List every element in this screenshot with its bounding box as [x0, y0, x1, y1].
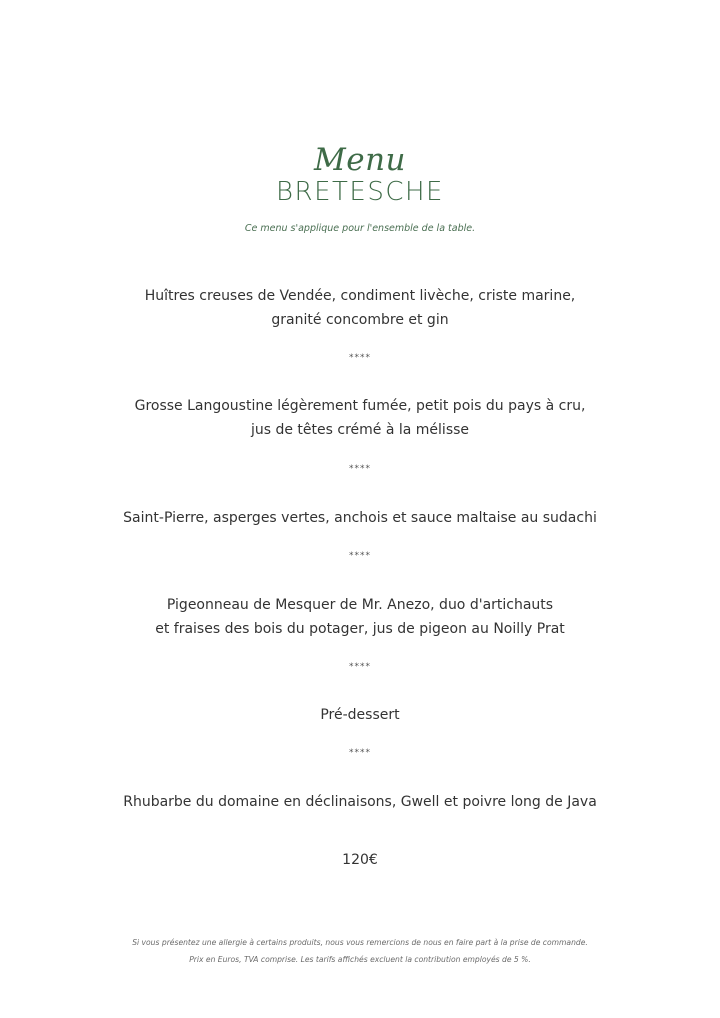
course-line: et fraises des bois du potager, jus de pigeon au Noilly Prat — [155, 621, 565, 637]
menu-script-title: Menu — [313, 142, 407, 178]
course-line: Huîtres creuses de Vendée, condiment livèche, criste marine, — [144, 288, 576, 304]
course-item — [0, 703, 720, 727]
course-separator: **** — [349, 748, 371, 758]
course-line: Grosse Langoustine légèrement fumée, petit pois du pays à cru, — [134, 398, 586, 414]
menu-name-title: BRETESCHE — [276, 177, 444, 207]
course-separator: **** — [349, 662, 371, 672]
menu-price: 120€ — [342, 852, 378, 868]
course-item — [0, 506, 720, 530]
footer-notes — [0, 934, 720, 968]
course-separator: **** — [349, 551, 371, 561]
course-item — [0, 790, 720, 814]
course-item — [0, 394, 720, 442]
course-item — [0, 593, 720, 641]
allergy-note: Si vous présentez une allergie à certains produits, nous vous remercions de nous en faire part à la prise de commande. — [132, 938, 588, 947]
course-line: Saint-Pierre, asperges vertes, anchois et sauce maltaise au sudachi — [123, 510, 597, 526]
course-line: jus de têtes crémé à la mélisse — [250, 422, 470, 438]
course-line: Rhubarbe du domaine en déclinaisons, Gwell et poivre long de Java — [123, 794, 597, 810]
course-line: Pré-dessert — [320, 707, 400, 723]
menu-subtitle: Ce menu s'applique pour l'ensemble de la table. — [244, 223, 476, 234]
course-separator: **** — [349, 464, 371, 474]
course-list — [0, 284, 720, 814]
course-line: Pigeonneau de Mesquer de Mr. Anezo, duo d'artichauts — [166, 597, 554, 613]
course-line: granité concombre et gin — [271, 312, 449, 328]
price-note: Prix en Euros, TVA comprise. Les tarifs affichés excluent la contribution employés de 5 %. — [189, 955, 531, 964]
course-separator: **** — [349, 353, 371, 363]
course-item — [0, 284, 720, 332]
